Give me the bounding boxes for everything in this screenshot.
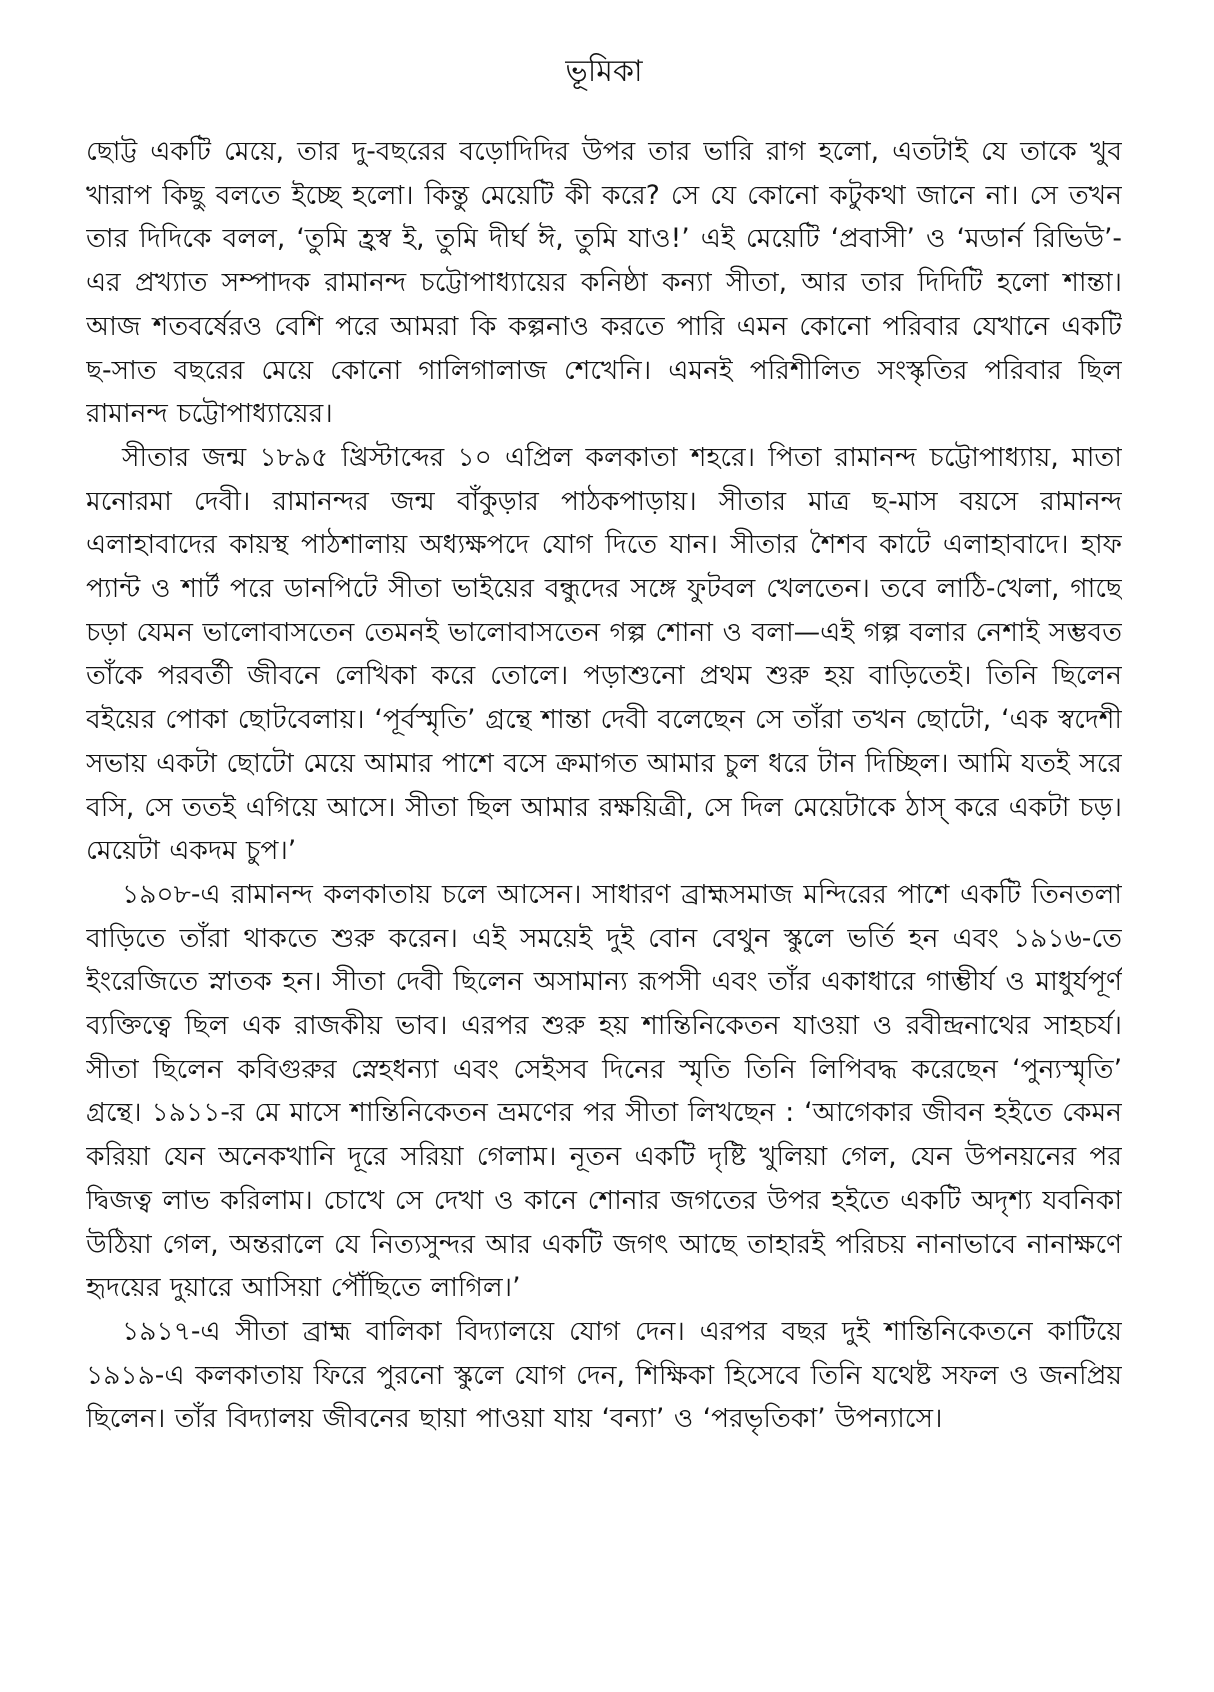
paragraph-2: সীতার জন্ম ১৮৯৫ খ্রিস্টাব্দের ১০ এপ্রিল কলকাতা শহরে। পিতা রামানন্দ চট্টোপাধ্যায়, মাতা মনোরমা দেবী। রামানন্দর জন্ম বাঁকুড়ার পাঠকপাড়ায়। সীতার মাত্র ছ-মাস বয়সে রামানন্দ এলাহাবাদের কায়স্থ পাঠশালায় অধ্যক্ষপদে যোগ দিতে যান। সীতার শৈশব কাটে এলাহাবাদে। হাফ প্যান্ট ও শার্ট পরে ডানপিটে সীতা ভাইয়ের বন্ধুদের সঙ্গে ফুটবল খেলতেন। তবে লাঠি-খেলা, গাছে চড়া যেমন ভালোবাসতেন তেমনই ভালোবাসতেন গল্প শোনা ও বলা—এই গল্প বলার নেশাই সম্ভবত তাঁকে পরবর্তী জীবনে লেখিকা করে তোলে। পড়াশুনো প্রথম শুরু হয় বাড়িতেই। তিনি ছিলেন বইয়ের পোকা ছোটবেলায়। ‘পূর্বস্মৃতি’ গ্রন্থে শান্তা দেবী বলেছেন সে তাঁরা তখন ছোটো, ‘এক স্বদেশী সভায় একটা ছোটো মেয়ে আমার পাশে বসে ক্রমাগত আমার চুল ধরে টান দিচ্ছিল। আমি যতই সরে বসি, সে ততই এগিয়ে আসে। সীতা ছিল আমার রক্ষয়িত্রী, সে দিল মেয়েটাকে ঠাস্ করে একটা চড়। মেয়েটা একদম চুপ।’: [86, 441, 1122, 867]
document-body: [86, 130, 1122, 1441]
document-page: [86, 50, 1122, 1640]
paragraph-1: ছোট্ট একটি মেয়ে, তার দু-বছরের বড়োদিদির উপর তার ভারি রাগ হলো, এতটাই যে তাকে খুব খারাপ কিছু বলতে ইচ্ছে হলো। কিন্তু মেয়েটি কী করে? সে যে কোনো কটুকথা জানে না। সে তখন তার দিদিকে বলল, ‘তুমি হ্রস্ব ই, তুমি দীর্ঘ ঈ, তুমি যাও!’ এই মেয়েটি ‘প্রবাসী’ ও ‘মডার্ন রিভিউ’-এর প্রখ্যাত সম্পাদক রামানন্দ চট্টোপাধ্যায়ের কনিষ্ঠা কন্যা সীতা, আর তার দিদিটি হলো শান্তা। আজ শতবর্ষেরও বেশি পরে আমরা কি কল্পনাও করতে পারি এমন কোনো পরিবার যেখানে একটি ছ-সাত বছরের মেয়ে কোনো গালিগালাজ শেখেনি। এমনই পরিশীলিত সংস্কৃতির পরিবার ছিল রামানন্দ চট্টোপাধ্যায়ের।: [86, 136, 1122, 430]
paragraph-4: ১৯১৭-এ সীতা ব্রাহ্ম বালিকা বিদ্যালয়ে যোগ দেন। এরপর বছর দুই শান্তিনিকেতনে কাটিয়ে ১৯১৯-এ কলকাতায় ফিরে পুরনো স্কুলে যোগ দেন, শিক্ষিকা হিসেবে তিনি যথেষ্ট সফল ও জনপ্রিয় ছিলেন। তাঁর বিদ্যালয় জীবনের ছায়া পাওয়া যায় ‘বন্যা’ ও ‘পরভৃতিকা’ উপন্যাসে।: [86, 1315, 1122, 1435]
page-title: ভূমিকা: [565, 54, 643, 89]
paragraph-3: ১৯০৮-এ রামানন্দ কলকাতায় চলে আসেন। সাধারণ ব্রাহ্মসমাজ মন্দিরের পাশে একটি তিনতলা বাড়িতে তাঁরা থাকতে শুরু করেন। এই সময়েই দুই বোন বেথুন স্কুলে ভর্তি হন এবং ১৯১৬-তে ইংরেজিতে স্নাতক হন। সীতা দেবী ছিলেন অসামান্য রূপসী এবং তাঁর একাধারে গাম্ভীর্য ও মাধুর্যপূর্ণ ব্যক্তিত্বে ছিল এক রাজকীয় ভাব। এরপর শুরু হয় শান্তিনিকেতন যাওয়া ও রবীন্দ্রনাথের সাহচর্য। সীতা ছিলেন কবিগুরুর স্নেহধন্যা এবং সেইসব দিনের স্মৃতি তিনি লিপিবদ্ধ করেছেন ‘পুন্যস্মৃতি’ গ্রন্থে। ১৯১১-র মে মাসে শান্তিনিকেতন ভ্রমণের পর সীতা লিখছেন : ‘আগেকার জীবন হইতে কেমন করিয়া যেন অনেকখানি দূরে সরিয়া গেলাম। নূতন একটি দৃষ্টি খুলিয়া গেল, যেন উপনয়নের পর দ্বিজত্ব লাভ করিলাম। চোখে সে দেখা ও কানে শোনার জগতের উপর হইতে একটি অদৃশ্য যবনিকা উঠিয়া গেল, অন্তরালে যে নিত্যসুন্দর আর একটি জগৎ আছে তাহারই পরিচয় নানাভাবে নানাক্ষণে হৃদয়ের দুয়ারে আসিয়া পৌঁছিতে লাগিল।’: [86, 878, 1122, 1304]
